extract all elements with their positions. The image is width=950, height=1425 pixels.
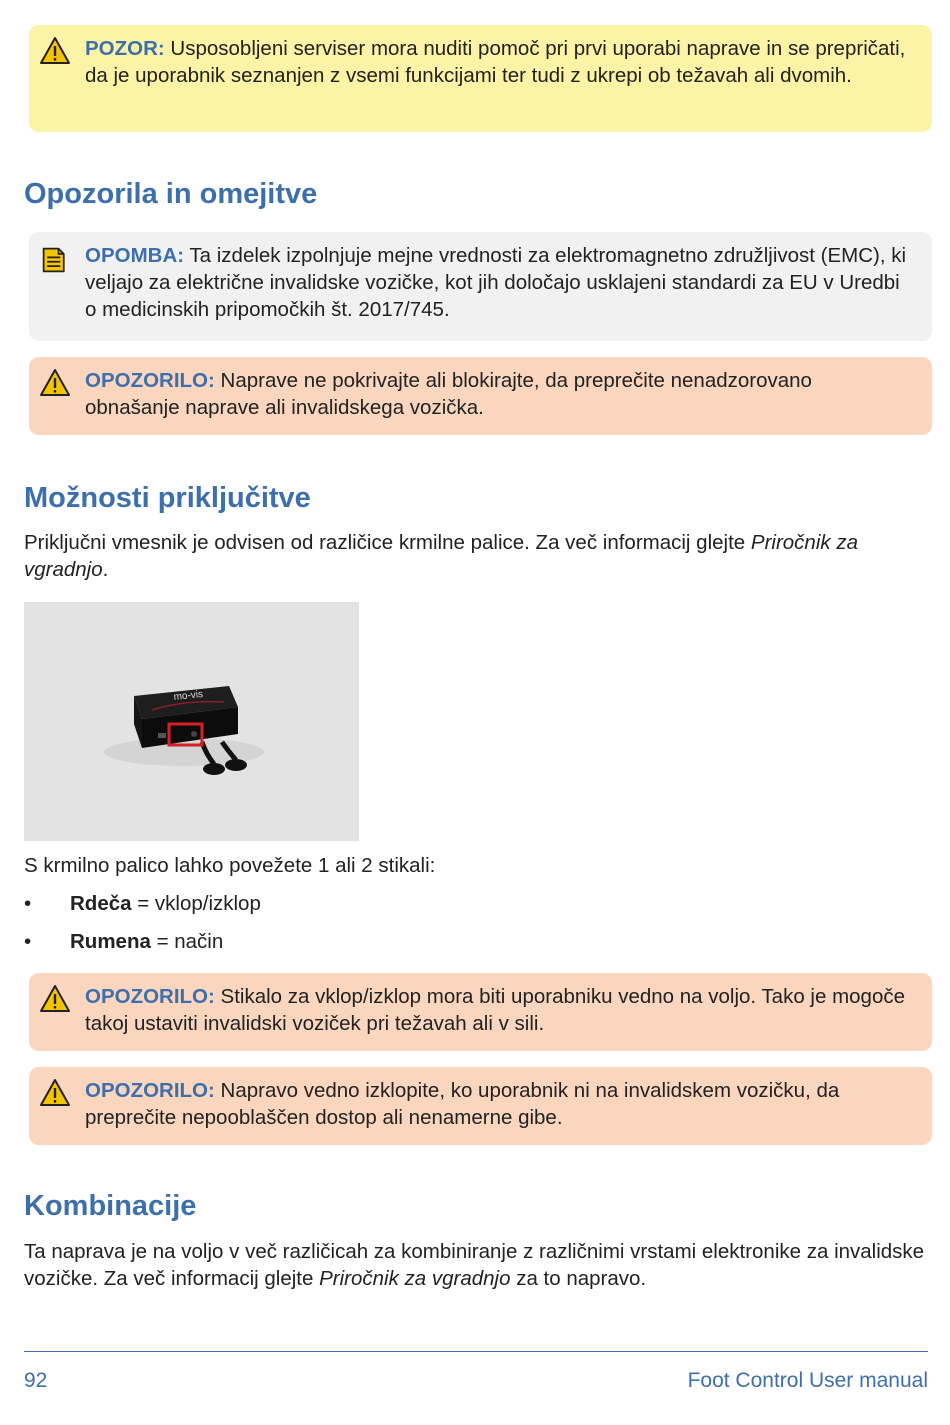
heading-connectivity: Možnosti priključitve — [24, 482, 311, 514]
page-number: 92 — [24, 1369, 48, 1392]
warning-2-label: OPOZORILO: — [85, 985, 215, 1008]
note-document-icon — [41, 245, 69, 275]
caution-box — [29, 25, 932, 132]
warning-triangle-icon — [39, 984, 71, 1014]
bullet-1-bold: Rdeča — [70, 892, 132, 915]
warning-box-3 — [29, 1067, 932, 1145]
document-title: Foot Control User manual — [687, 1369, 928, 1392]
caution-text: Usposobljeni serviser mora nuditi pomoč pri prvi uporabi naprave in se prepričati, da je uporabnik seznanjen z vsemi funkcijami ter tudi z ukrepi ob težavah ali dvomih. — [85, 37, 906, 87]
installation-manual-reference: Priročnik za vgradnjo — [24, 531, 858, 581]
heading-warnings: Opozorila in omejitve — [24, 178, 318, 210]
warning-triangle-icon — [39, 36, 71, 66]
installation-manual-reference: Priročnik za vgradnjo — [319, 1267, 511, 1290]
list-item — [24, 928, 424, 955]
warning-triangle-icon — [39, 1078, 71, 1108]
warning-1-text: Naprave ne pokrivajte ali blokirajte, da preprečite nenadzorovano obnašanje naprave ali invalidskega vozička. — [85, 369, 812, 419]
note-box — [29, 232, 932, 341]
bullet-1-text: = vklop/izklop — [131, 892, 261, 915]
heading-combinations: Kombinacije — [24, 1190, 197, 1222]
bullet-icon: • — [24, 892, 32, 915]
device-image — [24, 602, 359, 841]
warning-box-2 — [29, 973, 932, 1051]
warning-2-text: Stikalo za vklop/izklop mora biti uporabniku vedno na voljo. Tako je mogoče takoj ustaviti invalidski voziček pri težavah ali v sili. — [85, 985, 906, 1035]
combinations-end: za to napravo. — [510, 1267, 647, 1290]
note-label: OPOMBA: — [85, 244, 185, 267]
combinations-text: Ta naprava je na voljo v več različicah za kombiniranje z različnimi vrstami elektronike za invalidske vozičke. Za več informacij glejte — [24, 1240, 925, 1290]
product-photo — [24, 602, 359, 841]
bullet-2-text: = način — [150, 930, 224, 953]
warning-3-label: OPOZORILO: — [85, 1079, 215, 1102]
switches-intro: S krmilno palico lahko povežete 1 ali 2 stikali: — [24, 854, 436, 877]
connectivity-end: . — [102, 558, 109, 581]
footer-divider — [24, 1351, 928, 1352]
device-logo: mo-vis — [173, 688, 204, 703]
warning-triangle-icon — [39, 368, 71, 398]
combinations-paragraph — [24, 1238, 929, 1292]
list-item — [24, 890, 424, 917]
caution-label: POZOR: — [85, 37, 165, 60]
connectivity-text: Priključni vmesnik je odvisen od različice krmilne palice. Za več informacij glejte — [24, 531, 751, 554]
note-text: Ta izdelek izpolnjuje mejne vrednosti za elektromagnetno združljivost (EMC), ki veljajo za električne invalidske vozičke, kot jih določajo usklajeni standardi za EU v Uredbi o medicinskih pripomočkih št. 2017/745. — [85, 244, 907, 321]
warning-3-text: Napravo vedno izklopite, ko uporabnik ni na invalidskem vozičku, da preprečite nepooblaščen dostop ali nenamerne gibe. — [85, 1079, 840, 1129]
warning-box-1 — [29, 357, 932, 435]
bullet-2-bold: Rumena — [70, 930, 151, 953]
bullet-icon: • — [24, 930, 32, 953]
warning-1-label: OPOZORILO: — [85, 369, 215, 392]
connectivity-paragraph — [24, 529, 929, 583]
